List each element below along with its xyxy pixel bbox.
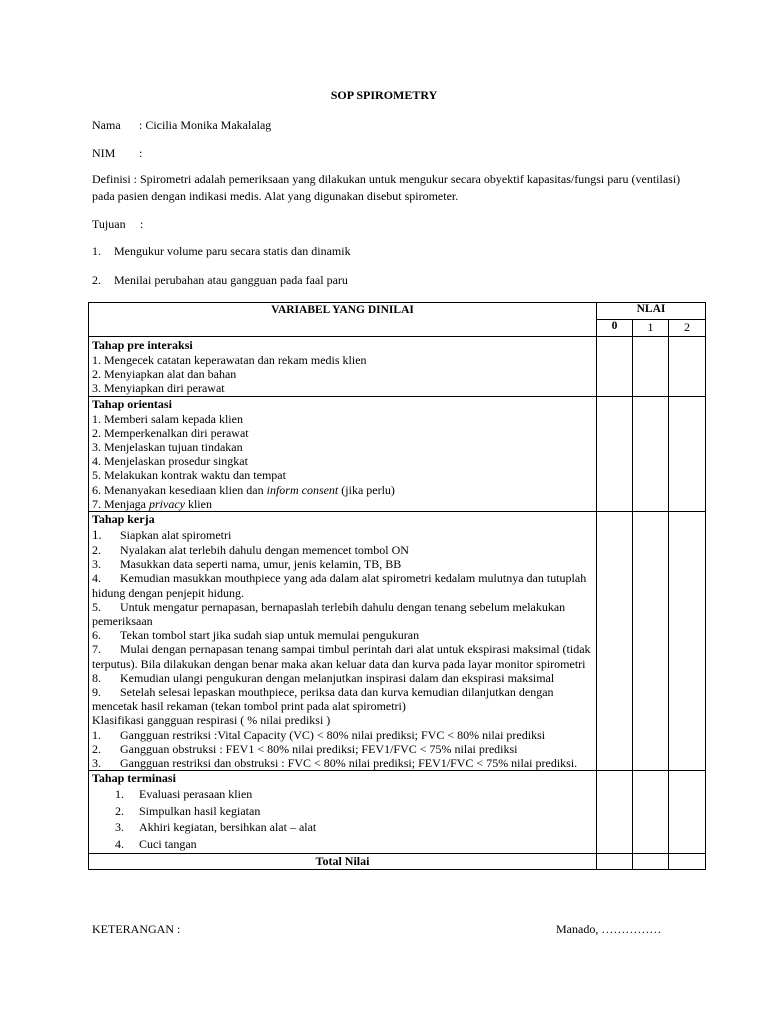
- item-text: 6. Menanyakan kesediaan klien dan: [92, 482, 267, 497]
- item-text: Gangguan restriksi :Vital Capacity (VC) < 80% nilai prediksi; FVC < 80% nilai prediksi: [120, 727, 546, 742]
- score-col-0: 0: [597, 320, 633, 337]
- item-text: Akhiri kegiatan, bersihkan alat – alat: [139, 820, 317, 835]
- item-num: 1.: [92, 527, 102, 543]
- place-date: Manado, ……………: [556, 922, 662, 936]
- score-cell[interactable]: [597, 337, 633, 397]
- list-item: [92, 543, 593, 557]
- score-cell[interactable]: [633, 337, 669, 397]
- tujuan-label: Tujuan: [92, 217, 126, 231]
- list-item: 3. Menjelaskan tujuan tindakan: [92, 440, 243, 455]
- list-item: 2. Menyiapkan alat dan bahan: [92, 367, 237, 382]
- item-num: 1.: [92, 727, 101, 742]
- keterangan-label: KETERANGAN :: [92, 922, 181, 936]
- score-cell[interactable]: [669, 512, 706, 771]
- item-num: 2.: [92, 741, 101, 756]
- nama-label: Nama: [92, 118, 121, 132]
- nim-value: :: [139, 146, 143, 160]
- list-item: 3. Menyiapkan diri perawat: [92, 381, 225, 396]
- item-num: 8.: [92, 670, 101, 685]
- score-cell[interactable]: [633, 512, 669, 771]
- score-cell[interactable]: [597, 396, 633, 511]
- score-cell[interactable]: [633, 396, 669, 511]
- item-text: Setelah selesai lepaskan mouthpiece, periksa data dan kurva kemudian dilanjutkan dengan mencetak hasil rekaman (tekan tombol print pada alat spirometri): [92, 685, 554, 714]
- item-text: Mulai dengan pernapasan tenang sampai timbul perintah dari alat untuk ekspirasi maksimal (tidak terputus). Bila dilakukan dengan benar maka akan keluar data dan kurva pada layar monitor spirometri: [92, 642, 591, 671]
- list-item: 1. Memberi salam kepada klien: [92, 411, 243, 426]
- section-row-terminasi: [89, 771, 706, 854]
- section-row-orientasi: [89, 396, 706, 511]
- score-cell[interactable]: [597, 512, 633, 771]
- section-title: Tahap orientasi: [92, 396, 172, 411]
- nama-line: [92, 118, 271, 133]
- item-text: Nyalakan alat terlebih dahulu dengan memencet tombol ON: [120, 543, 409, 558]
- item-num: 3.: [92, 756, 101, 771]
- section-title: Tahap pre interaksi: [92, 338, 193, 352]
- list-item: 1. Mengecek catatan keperawatan dan rekam medis klien: [92, 353, 367, 367]
- list-item: [92, 557, 593, 571]
- score-cell[interactable]: [669, 396, 706, 511]
- item-num: 4.: [115, 836, 124, 851]
- list-item: 5. Melakukan kontrak waktu dan tempat: [92, 468, 286, 483]
- item-text: 7. Menjaga: [92, 496, 149, 511]
- tujuan-item-text: Menilai perubahan atau gangguan pada faal paru: [114, 273, 348, 287]
- item-num: 3.: [92, 557, 101, 572]
- score-cell[interactable]: [597, 771, 633, 854]
- list-item: [92, 642, 593, 670]
- list-item: [92, 786, 593, 803]
- item-text: Gangguan obstruksi : FEV1 < 80% nilai prediksi; FEV1/FVC < 75% nilai prediksi: [120, 741, 518, 756]
- item-text: Siapkan alat spirometri: [120, 528, 232, 543]
- tujuan-item-text: Mengukur volume paru secara statis dan dinamik: [114, 244, 351, 258]
- list-item: [92, 497, 593, 511]
- total-cell[interactable]: [669, 854, 706, 870]
- list-item: [92, 819, 593, 836]
- section-title: Tahap terminasi: [92, 771, 176, 786]
- item-text: Kemudian masukkan mouthpiece yang ada dalam alat spirometri kedalam mulutnya dan tutuplah hidung dengan penjepit hidung.: [92, 571, 587, 600]
- total-label: Total Nilai: [89, 854, 597, 870]
- item-num: 2.: [92, 543, 101, 558]
- klasifikasi-title: Klasifikasi gangguan respirasi ( % nilai prediksi ): [92, 713, 331, 728]
- item-num: 3.: [115, 820, 124, 835]
- tujuan-item-num: 2.: [92, 273, 101, 287]
- item-text: (jika perlu): [338, 482, 395, 497]
- tujuan-item: [92, 273, 348, 288]
- section-row-pre-interaksi: [89, 337, 706, 397]
- nama-value: : Cicilia Monika Makalalag: [139, 118, 272, 132]
- definisi-paragraph: Definisi : Spirometri adalah pemeriksaan yang dilakukan untuk mengukur secara obyektif kapasitas/fungsi paru (ventilasi) pada pasien dengan indikasi medis. Alat yang digunakan disebut spirometer.: [92, 172, 681, 203]
- nim-label: NIM: [92, 146, 116, 160]
- item-text: Evaluasi perasaan klien: [139, 787, 253, 802]
- item-text: Kemudian ulangi pengukuran dengan melanjutkan inspirasi dalam dan ekspirasi maksimal: [120, 670, 555, 685]
- item-num: 9.: [92, 685, 101, 700]
- score-cell[interactable]: [669, 337, 706, 397]
- item-num: 2.: [115, 803, 124, 818]
- header-variabel: VARIABEL YANG DINILAI: [89, 303, 597, 337]
- tujuan-item-num: 1.: [92, 244, 101, 258]
- list-item: [92, 756, 593, 770]
- list-item: [92, 571, 593, 599]
- list-item: [92, 527, 593, 543]
- item-text: Masukkan data seperti nama, umur, jenis kelamin, TB, BB: [120, 557, 402, 572]
- item-text: Simpulkan hasil kegiatan: [139, 803, 261, 818]
- list-item: [92, 742, 593, 756]
- nim-line: [92, 146, 142, 161]
- list-item: 4. Menjelaskan prosedur singkat: [92, 454, 248, 469]
- item-text: klien: [184, 496, 212, 511]
- list-item: [92, 728, 593, 742]
- list-item: [92, 685, 593, 713]
- item-num: 7.: [92, 642, 101, 657]
- total-cell[interactable]: [597, 854, 633, 870]
- list-item: [92, 671, 593, 685]
- header-nilai: NLAI: [597, 303, 706, 320]
- list-item: 2. Memperkenalkan diri perawat: [92, 425, 249, 440]
- item-text: Untuk mengatur pernapasan, bernapaslah terlebih dahulu dengan tenang sebelum melakukan pemeriksaan: [92, 599, 566, 629]
- item-text: Gangguan restriksi dan obstruksi : FVC < 80% nilai prediksi; FEV1/FVC < 75% nilai prediksi.: [120, 756, 578, 771]
- item-num: 1.: [115, 787, 124, 802]
- section-row-kerja: [89, 512, 706, 771]
- item-num: 5.: [92, 599, 101, 614]
- tujuan-item: [92, 244, 351, 259]
- total-cell[interactable]: [633, 854, 669, 870]
- list-item: [92, 836, 593, 853]
- score-col-1: 1: [633, 320, 669, 337]
- score-cell[interactable]: [633, 771, 669, 854]
- item-num: 4.: [92, 571, 101, 586]
- assessment-table: [88, 302, 706, 870]
- total-row: [89, 854, 706, 870]
- item-num: 6.: [92, 628, 101, 643]
- tujuan-line: [92, 217, 143, 232]
- item-italic: privacy: [148, 496, 185, 511]
- list-item: [92, 600, 593, 628]
- score-col-2: 2: [669, 320, 706, 337]
- item-italic: inform consent: [266, 482, 339, 497]
- list-item: [92, 483, 593, 497]
- list-item: [92, 628, 593, 642]
- list-item: [92, 803, 593, 820]
- item-text: Tekan tombol start jika sudah siap untuk memulai pengukuran: [120, 628, 420, 643]
- score-cell[interactable]: [669, 771, 706, 854]
- section-title: Tahap kerja: [92, 512, 155, 527]
- item-text: Cuci tangan: [139, 836, 197, 851]
- document-title: SOP SPIROMETRY: [330, 88, 438, 102]
- tujuan-colon: :: [140, 217, 144, 231]
